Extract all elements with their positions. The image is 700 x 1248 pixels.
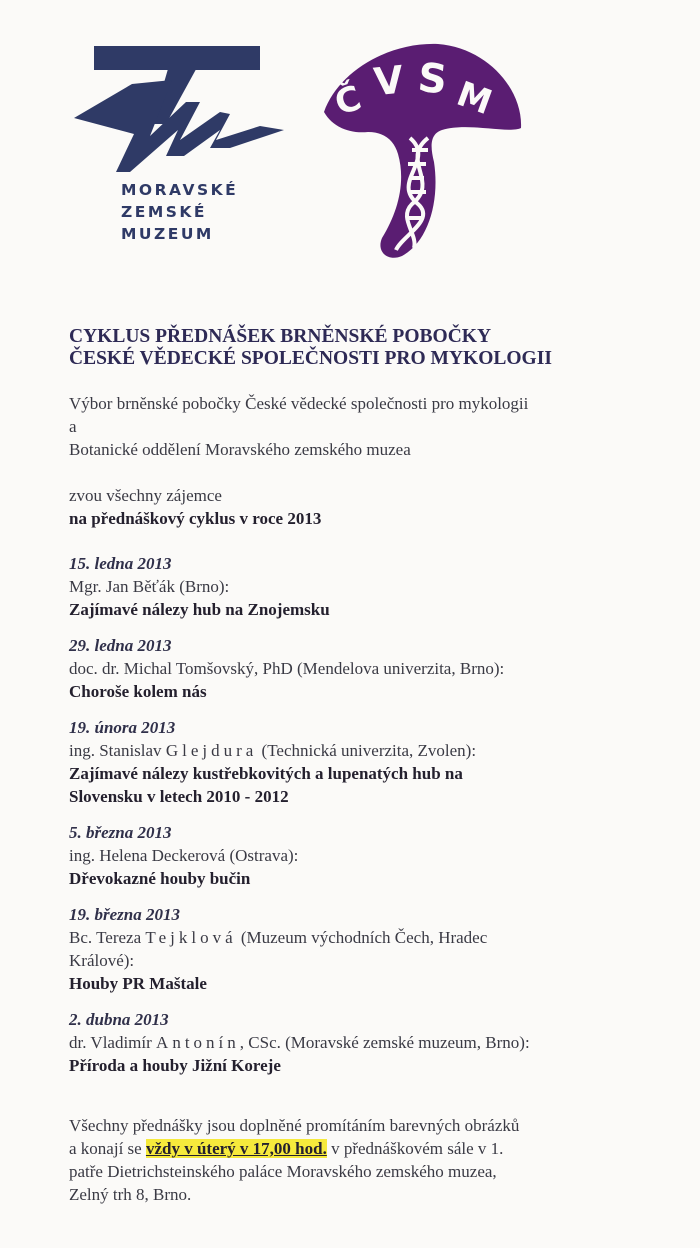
cvsm-letter-c: Č: [330, 78, 367, 124]
speaker-name: Tejklová: [145, 928, 237, 947]
invite-line-1: zvou všechny zájemce: [69, 486, 222, 505]
time-highlight: vždy v úterý v 17,00 hod.: [145, 1139, 327, 1158]
lecture-title: Dřevokazné houby bučin: [69, 869, 251, 888]
intro-line-2: a: [69, 417, 77, 436]
speaker-affiliation: , CSc. (Moravské zemské muzeum, Brno):: [239, 1033, 530, 1052]
lecture-item: [69, 552, 659, 621]
heading-line-2: ČESKÉ VĚDECKÉ SPOLEČNOSTI PRO MYKOLOGII: [69, 348, 552, 369]
cvsm-mushroom-logo: [318, 42, 528, 262]
lecture-speaker: [69, 926, 659, 949]
speaker-prefix: Bc. Tereza: [69, 928, 146, 947]
lecture-date: 15. ledna 2013: [69, 554, 172, 573]
mzm-line-3: MUZEUM: [121, 225, 214, 243]
invite-block: [69, 484, 659, 530]
invite-line-2: na přednáškový cyklus v roce 2013: [69, 509, 322, 528]
lecture-item: [69, 821, 659, 890]
footer-line-2-prefix: a konají se: [69, 1139, 146, 1158]
speaker-affiliation: (Technická univerzita, Zvolen):: [257, 741, 477, 760]
intro-line-1: Výbor brněnské pobočky České vědecké společnosti pro mykologii: [69, 394, 529, 413]
footer-line-2: [69, 1137, 659, 1160]
lecture-item: [69, 634, 659, 703]
footer-line-2-suffix: v přednáškovém sále v 1.: [326, 1139, 504, 1158]
lecture-title: [69, 762, 659, 808]
lecture-title-line-1: Zajímavé nálezy kustřebkovitých a lupenatých hub na: [69, 764, 463, 783]
lecture-date: 19. února 2013: [69, 718, 176, 737]
lecture-speaker: Mgr. Jan Běťák (Brno):: [69, 577, 230, 596]
lecture-title: Zajímavé nálezy hub na Znojemsku: [69, 600, 330, 619]
lecture-list: [69, 552, 659, 1077]
mzm-line-2: ZEMSKÉ: [121, 203, 208, 221]
speaker-prefix: ing. Stanislav: [69, 741, 166, 760]
intro-block: [69, 392, 659, 461]
lecture-speaker: [69, 1031, 659, 1054]
cvsm-letter-s: S: [415, 54, 450, 104]
speaker-prefix: dr. Vladimír: [69, 1033, 157, 1052]
cvsm-letter-v: V: [371, 57, 406, 105]
lecture-item: [69, 903, 659, 995]
lecture-date: 19. března 2013: [69, 905, 180, 924]
footer-note: [69, 1114, 659, 1206]
lecture-title: Houby PR Maštale: [69, 974, 207, 993]
lecture-speaker-line-2: Králové):: [69, 951, 135, 970]
lecture-item: [69, 1008, 659, 1077]
lecture-speaker: doc. dr. Michal Tomšovský, PhD (Mendelova univerzita, Brno):: [69, 659, 505, 678]
speaker-name: Glejdura: [165, 741, 258, 760]
speaker-name: Antonín: [156, 1033, 240, 1052]
intro-line-3: Botanické oddělení Moravského zemského muzea: [69, 440, 411, 459]
lecture-speaker: ing. Helena Deckerová (Ostrava):: [69, 846, 299, 865]
lecture-speaker: [69, 739, 659, 762]
page-heading: [69, 326, 659, 370]
lecture-title: Příroda a houby Jižní Koreje: [69, 1056, 281, 1075]
lecture-date: 5. března 2013: [69, 823, 172, 842]
footer-line-3: patře Dietrichsteinského paláce Moravského zemského muzea,: [69, 1162, 497, 1181]
cvsm-letter-m: M: [451, 74, 498, 124]
lecture-item: [69, 716, 659, 808]
invitation-content: [69, 326, 659, 1206]
heading-line-1: CYKLUS PŘEDNÁŠEK BRNĚNSKÉ POBOČKY: [69, 326, 492, 347]
mzm-line-1: MORAVSKÉ: [121, 181, 239, 199]
lecture-date: 29. ledna 2013: [69, 636, 172, 655]
footer-line-4: Zelný trh 8, Brno.: [69, 1185, 192, 1204]
footer-line-1: Všechny přednášky jsou doplněné promítáním barevných obrázků: [69, 1116, 520, 1135]
lecture-title: Choroše kolem nás: [69, 682, 207, 701]
speaker-affiliation: (Muzeum východních Čech, Hradec: [236, 928, 488, 947]
mzm-logo-text: [121, 179, 238, 245]
lecture-title-line-2: Slovensku v letech 2010 - 2012: [69, 787, 289, 806]
lecture-date: 2. dubna 2013: [69, 1010, 169, 1029]
